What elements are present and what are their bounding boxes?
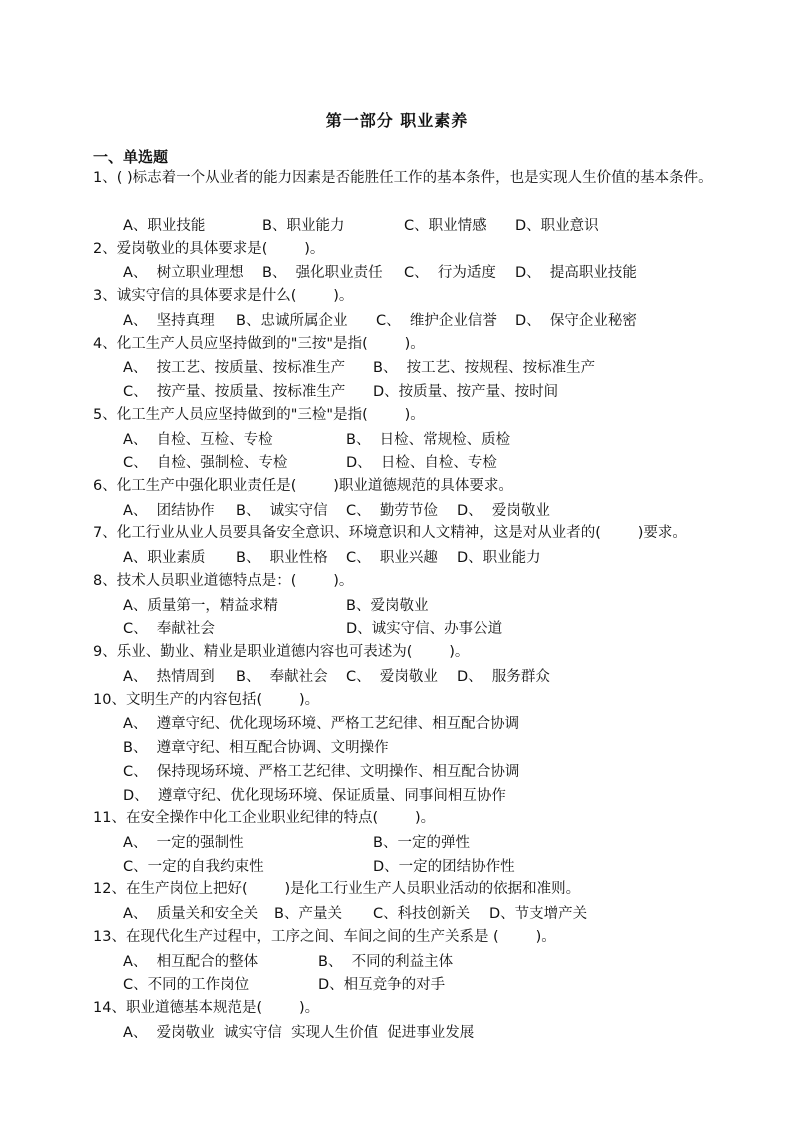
section-heading: 一、单选题 bbox=[93, 148, 169, 166]
question-14-stem: 14、职业道德基本规范是( )。 bbox=[93, 1000, 320, 1016]
question-7-option-c: C、 职业兴趣 bbox=[346, 550, 438, 566]
question-6-option-b: B、 诚实守信 bbox=[236, 503, 328, 519]
question-6-option-c: C、 勤劳节俭 bbox=[346, 503, 438, 519]
question-8-stem: 8、技术人员职业道德特点是：( )。 bbox=[93, 573, 354, 589]
question-13-option-c: C、不同的工作岗位 bbox=[123, 977, 250, 993]
question-10-option-b: B、 遵章守纪、相互配合协调、文明操作 bbox=[123, 740, 389, 756]
page-title: 第一部分 职业素养 bbox=[325, 111, 469, 130]
question-9-option-b: B、 奉献社会 bbox=[236, 669, 328, 685]
question-7-option-d: D、职业能力 bbox=[457, 550, 541, 566]
question-7-stem: 7、化工行业从业人员要具备安全意识、环境意识和人文精神，这是对从业者的( )要求。 bbox=[93, 525, 687, 541]
question-5-option-b: B、 日检、常规检、质检 bbox=[346, 432, 511, 448]
question-12-option-c: C、科技创新关 bbox=[373, 906, 471, 922]
question-3-stem: 3、诚实守信的具体要求是什么( )。 bbox=[93, 288, 354, 304]
question-11-option-d: D、一定的团结协作性 bbox=[373, 859, 515, 875]
question-6-stem: 6、化工生产中强化职业责任是( )职业道德规范的具体要求。 bbox=[93, 478, 513, 494]
question-9-stem: 9、乐业、勤业、精业是职业道德内容也可表述为( )。 bbox=[93, 644, 470, 660]
question-4-option-c: C、 按产量、按质量、按标准生产 bbox=[123, 384, 346, 400]
question-5-option-d: D、 日检、自检、专检 bbox=[346, 455, 497, 471]
question-4-option-b: B、 按工艺、按规程、按标准生产 bbox=[373, 360, 596, 376]
question-10-option-a: A、 遵章守纪、优化现场环境、严格工艺纪律、相互配合协调 bbox=[123, 716, 520, 732]
question-11-stem: 11、在安全操作中化工企业职业纪律的特点( )。 bbox=[93, 810, 436, 826]
question-8-option-a: A、质量第一，精益求精 bbox=[123, 598, 278, 614]
question-13-option-b: B、 不同的利益主体 bbox=[318, 954, 454, 970]
question-1-option-d: D、职业意识 bbox=[515, 218, 599, 234]
question-1-stem: 1、( )标志着一个从业者的能力因素是否能胜任工作的基本条件，也是实现人生价值的基本条件。 bbox=[93, 170, 713, 186]
question-6-option-a: A、 团结协作 bbox=[123, 503, 215, 519]
question-12-option-d: D、节支增产关 bbox=[489, 906, 588, 922]
question-9-option-d: D、 服务群众 bbox=[457, 669, 550, 685]
question-4-option-a: A、 按工艺、按质量、按标准生产 bbox=[123, 360, 346, 376]
question-10-option-c: C、 保持现场环境、严格工艺纪律、文明操作、相互配合协调 bbox=[123, 764, 520, 780]
question-13-option-d: D、相互竞争的对手 bbox=[318, 977, 446, 993]
question-10-option-d: D、 遵章守纪、优化现场环境、保证质量、同事间相互协作 bbox=[123, 788, 506, 804]
question-5-option-c: C、 自检、强制检、专检 bbox=[123, 455, 288, 471]
question-8-option-c: C、 奉献社会 bbox=[123, 621, 215, 637]
question-3-option-a: A、 坚持真理 bbox=[123, 313, 215, 329]
question-7-option-a: A、职业素质 bbox=[123, 550, 206, 566]
question-13-option-a: A、 相互配合的整体 bbox=[123, 954, 259, 970]
question-1-option-a: A、职业技能 bbox=[123, 218, 206, 234]
question-12-stem: 12、在生产岗位上把好( )是化工行业生产人员职业活动的依据和准则。 bbox=[93, 881, 581, 897]
question-9-option-a: A、 热情周到 bbox=[123, 669, 215, 685]
question-3-option-c: C、 维护企业信誉 bbox=[376, 313, 497, 329]
question-5-option-a: A、 自检、互检、专检 bbox=[123, 432, 273, 448]
question-9-option-c: C、 爱岗敬业 bbox=[346, 669, 438, 685]
question-12-option-a: A、 质量关和安全关 bbox=[123, 906, 259, 922]
question-14-option-a: A、 爱岗敬业 诚实守信 实现人生价值 促进事业发展 bbox=[123, 1025, 475, 1041]
question-6-option-d: D、 爱岗敬业 bbox=[457, 503, 550, 519]
question-5-stem: 5、化工生产人员应坚持做到的"三检"是指( )。 bbox=[93, 407, 425, 423]
question-10-stem: 10、文明生产的内容包括( )。 bbox=[93, 692, 320, 708]
question-2-option-a: A、 树立职业理想 bbox=[123, 265, 244, 281]
question-2-stem: 2、爱岗敬业的具体要求是( )。 bbox=[93, 241, 325, 257]
question-11-option-c: C、一定的自我约束性 bbox=[123, 859, 264, 875]
question-11-option-b: B、一定的弹性 bbox=[373, 835, 470, 851]
question-3-option-b: B、忠诚所属企业 bbox=[236, 313, 348, 329]
question-2-option-d: D、 提高职业技能 bbox=[515, 265, 637, 281]
question-8-option-d: D、诚实守信、办事公道 bbox=[346, 621, 503, 637]
question-1-option-b: B、职业能力 bbox=[262, 218, 345, 234]
question-3-option-d: D、 保守企业秘密 bbox=[515, 313, 637, 329]
question-11-option-a: A、 一定的强制性 bbox=[123, 835, 244, 851]
question-7-option-b: B、 职业性格 bbox=[236, 550, 328, 566]
question-4-option-d: D、按质量、按产量、按时间 bbox=[373, 384, 559, 400]
question-2-option-c: C、 行为适度 bbox=[404, 265, 496, 281]
question-4-stem: 4、化工生产人员应坚持做到的"三按"是指( )。 bbox=[93, 336, 425, 352]
question-13-stem: 13、在现代化生产过程中，工序之间、车间之间的生产关系是 ( )。 bbox=[93, 929, 556, 945]
question-2-option-b: B、 强化职业责任 bbox=[262, 265, 383, 281]
question-1-option-c: C、职业情感 bbox=[404, 218, 487, 234]
question-12-option-b: B、产量关 bbox=[274, 906, 342, 922]
question-8-option-b: B、爱岗敬业 bbox=[346, 598, 429, 614]
